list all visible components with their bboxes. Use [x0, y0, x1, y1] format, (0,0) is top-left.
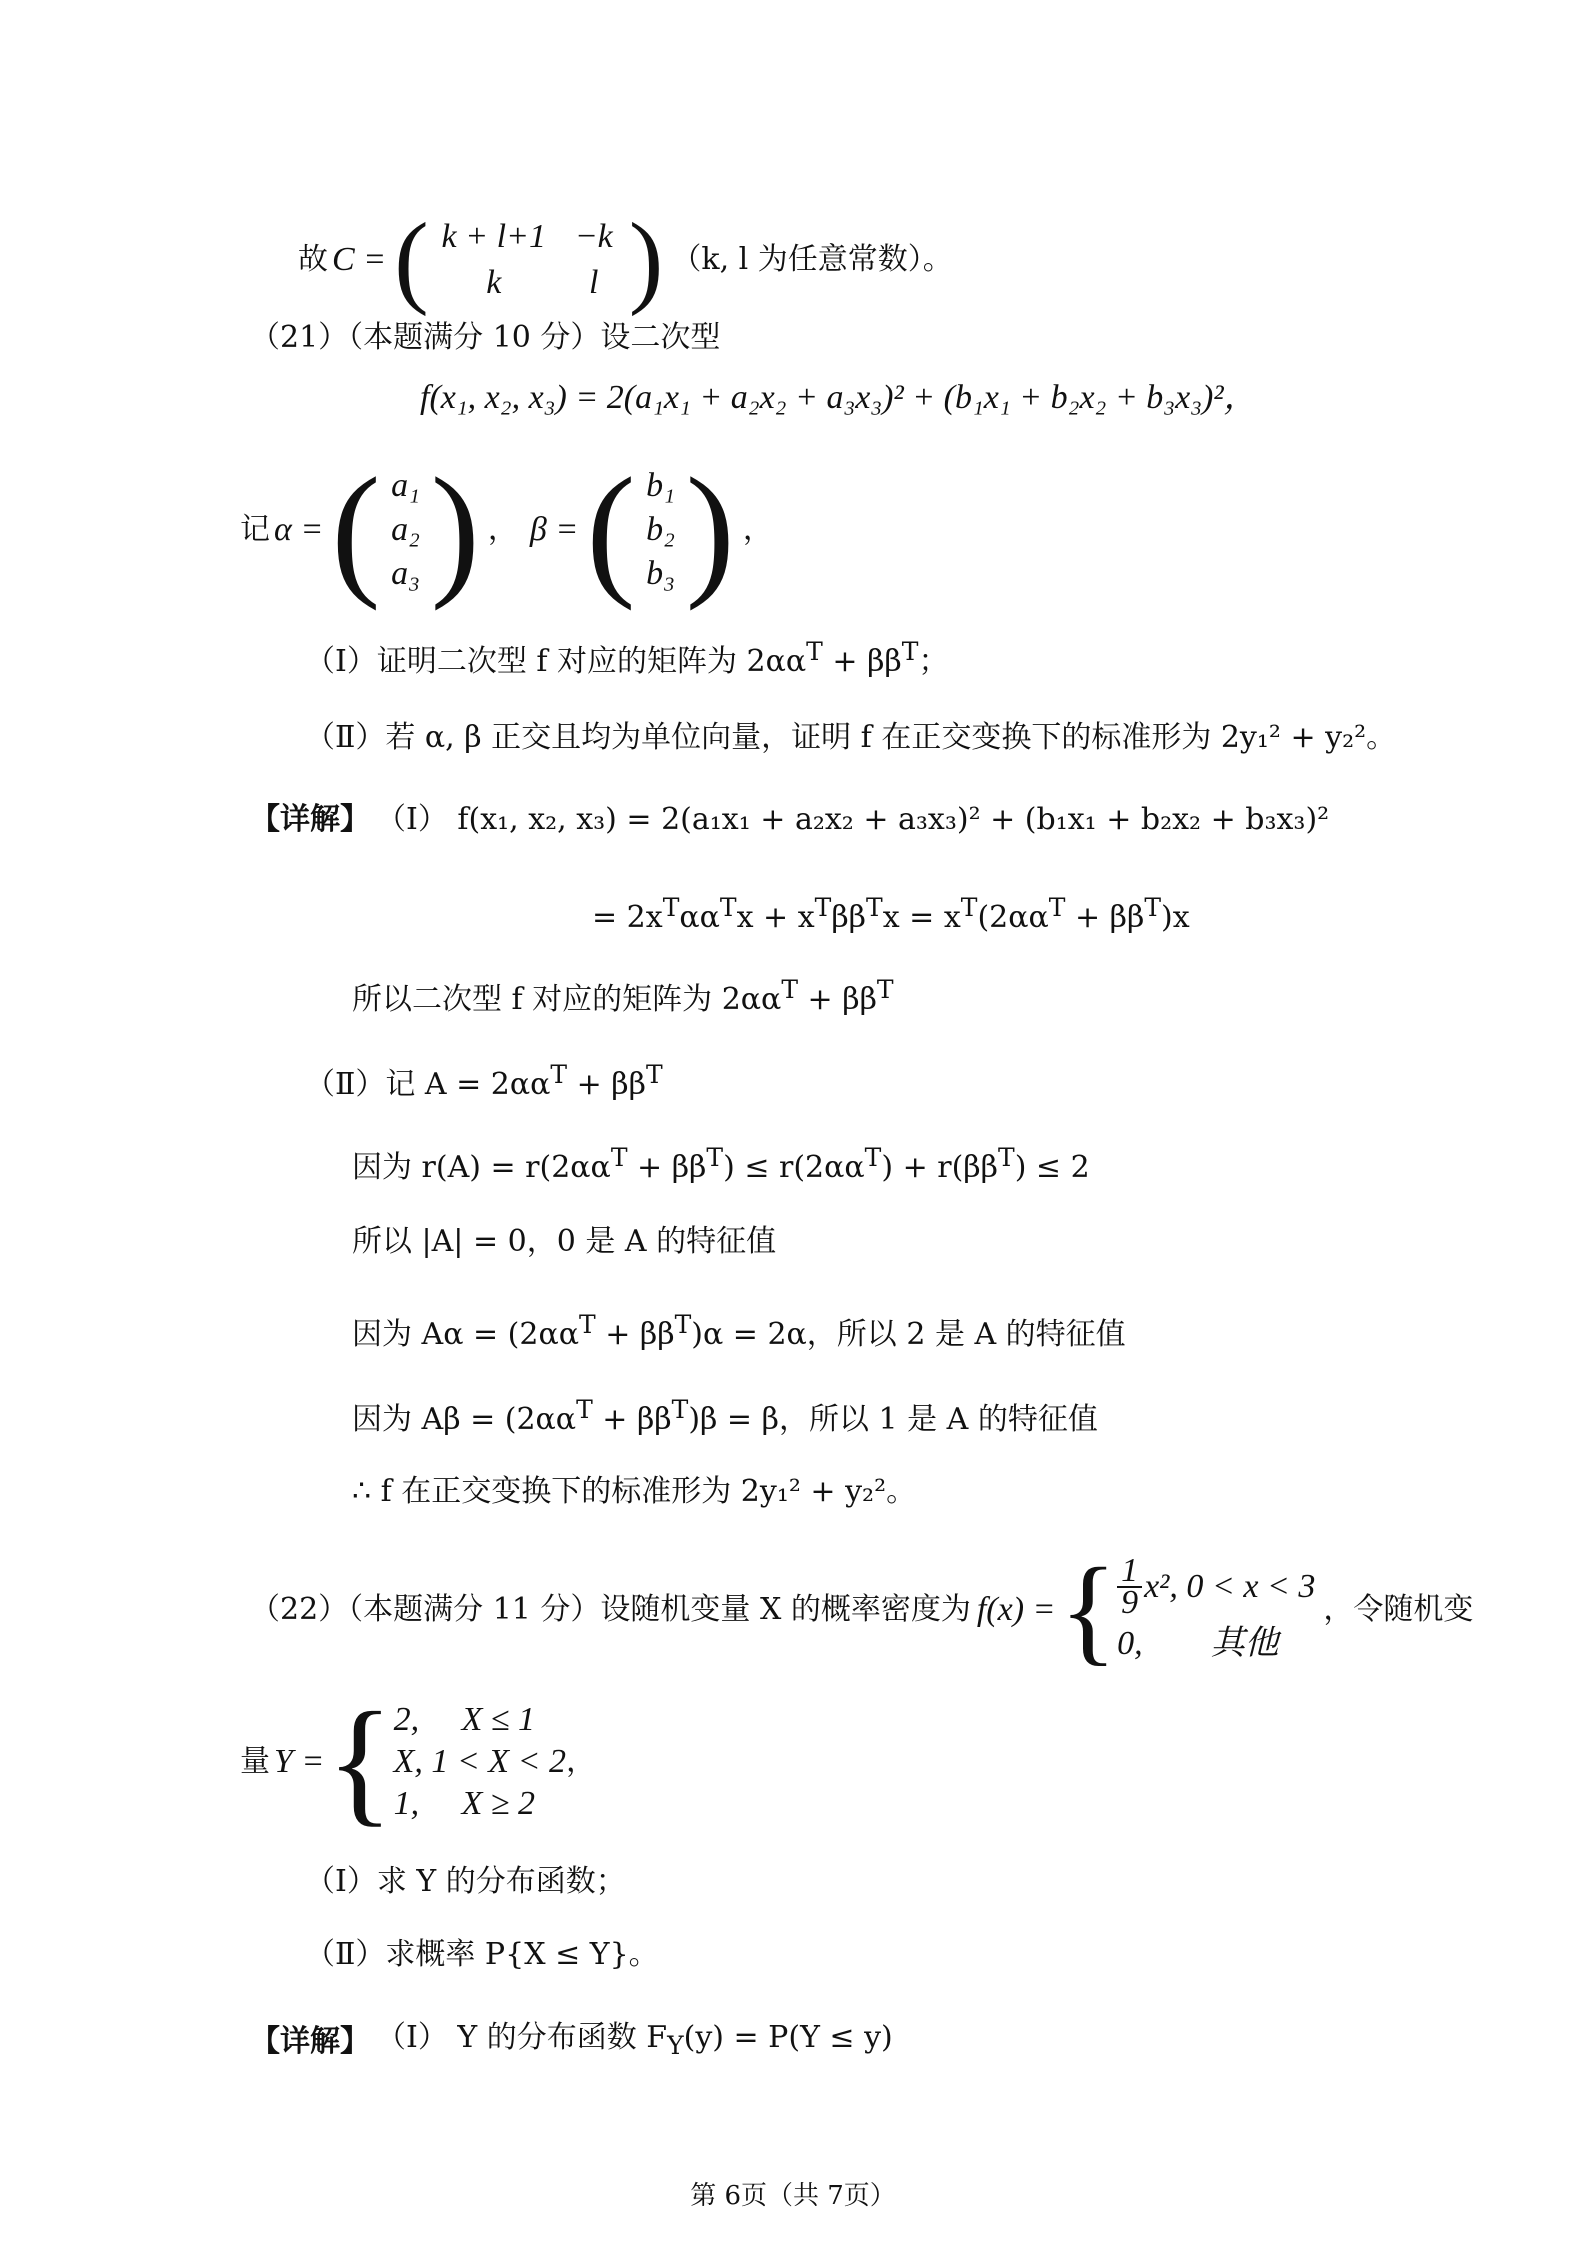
solution-label: 【详解】 [250, 2024, 370, 2059]
vector-cell: a₃ [391, 555, 420, 592]
matrix-cell: k + l+1 [441, 218, 546, 255]
q21-header: （21）（本题满分 10 分）设二次型 [250, 320, 721, 355]
q21-part2: （Ⅱ）若 α, β 正交且均为单位向量，证明 f 在正交变换下的标准形为 2y₁² + y₂²。 [305, 720, 1397, 755]
f-lhs: f(x) = [976, 1591, 1056, 1628]
def-prefix: 记 [240, 512, 270, 547]
density-cases [1059, 1543, 1316, 1676]
sol21-line9: ∴ f 在正交变换下的标准形为 2y₁² + y₂²。 [352, 1474, 917, 1509]
sol21-line2: = $2x^T\alpha\alpha^Tx + x^T\beta\beta^Tx = x^T(2\alpha\alpha^T + \beta\beta^T)x$ [592, 893, 1190, 935]
right-paren: ) [685, 448, 735, 612]
case1-expression: x², 0 < x < 3 [1144, 1568, 1316, 1605]
left-brace: { [1059, 1543, 1118, 1676]
sol21-line1 [250, 800, 1329, 840]
def-end: ， [742, 512, 773, 547]
vector-cell: b₁ [646, 467, 675, 504]
page-footer: 第 6页（共 7页） [690, 2181, 896, 2211]
fraction-numerator: 1 [1117, 1556, 1142, 1588]
left-paren: ( [394, 202, 429, 317]
alpha-vector [331, 448, 480, 612]
left-paren: ( [331, 448, 381, 612]
vector-cell: b₃ [646, 555, 675, 592]
sol21-line3: 所以二次型 f 对应的矩阵为 $2\alpha\alpha^T + \beta\beta^T$ [352, 975, 894, 1017]
density-case-1 [1117, 1552, 1316, 1621]
c-matrix-line [298, 202, 953, 317]
solution-label: 【详解】 [250, 802, 370, 837]
alpha-lhs: α = [274, 511, 324, 548]
sol21-line8: 因为 $A\beta = (2\alpha\alpha^T + \beta\beta^T)\beta = \beta$，所以 1 是 A 的特征值 [352, 1395, 1098, 1437]
y-case: X, 1 < X < 2 [393, 1743, 566, 1780]
matrix-cell: k [486, 264, 502, 301]
sol22-line1 [250, 2018, 893, 2066]
q22-tail: ，令随机变 [1323, 1592, 1474, 1627]
separator: ， [487, 512, 518, 547]
fraction [1117, 1552, 1142, 1621]
sol21-line5: 因为 $r(A) = r(2\alpha\alpha^T + \beta\beta^T) \le r(2\alpha\alpha^T) + r(\beta\beta^T) \le 2$ [352, 1143, 1090, 1185]
sol21-line6: 所以 |A| = 0，0 是 A 的特征值 [352, 1224, 777, 1259]
fraction-denominator: 9 [1121, 1584, 1139, 1621]
y-cases [326, 1684, 566, 1839]
constant-note: （k, l 为任意常数）。 [671, 242, 953, 277]
beta-lhs: β = [529, 511, 579, 548]
left-brace: { [326, 1684, 394, 1839]
y-case: 2, X ≤ 1 [393, 1701, 535, 1738]
q22-header: （22）（本题满分 11 分）设随机变量 X 的概率密度为 [250, 1592, 971, 1627]
alpha-beta-def [240, 448, 773, 612]
c-matrix [394, 202, 664, 317]
q22-header-line [250, 1543, 1474, 1676]
y-prefix: 量 [240, 1744, 270, 1779]
sol21-line4: （Ⅱ）记 $A = 2\alpha\alpha^T + \beta\beta^T$ [305, 1060, 663, 1102]
q22-part1: （Ⅰ）求 Y 的分布函数； [305, 1864, 626, 1899]
matrix-cell: l [589, 264, 599, 301]
sol22-line1-text: （Ⅰ） Y 的分布函数 $F_Y(y) = P(Y \le y)$ [376, 2020, 893, 2060]
q21-part1: （Ⅰ）证明二次型 f 对应的矩阵为 $2\alpha\alpha^T + \beta\beta^T$； [305, 637, 949, 679]
matrix-cell: −k [574, 218, 613, 255]
q22-part2: （Ⅱ）求概率 P{X ≤ Y}。 [305, 1937, 659, 1972]
vector-cell: a₂ [391, 511, 420, 548]
y-lhs: Y = [274, 1743, 325, 1780]
q21-formula: f(x₁, x₂, x₃) = 2(a₁x₁ + a₂x₂ + a₃x₃)² + (b₁x₁ + b₂x₂ + b₃x₃)²， [420, 379, 1258, 416]
y-end: ， [566, 1744, 596, 1779]
sol21-line1-text: （Ⅰ） f(x₁, x₂, x₃) = 2(a₁x₁ + a₂x₂ + a₃x₃)² + (b₁x₁ + b₂x₂ + b₃x₃)² [376, 802, 1330, 837]
y-definition [240, 1684, 596, 1839]
right-paren: ) [628, 202, 664, 317]
right-paren: ) [430, 448, 480, 612]
beta-vector [586, 448, 735, 612]
y-case: 1, X ≥ 2 [393, 1785, 535, 1822]
left-paren: ( [586, 448, 636, 612]
sol21-line7: 因为 $A\alpha = (2\alpha\alpha^T + \beta\beta^T)\alpha = 2\alpha$，所以 2 是 A 的特征值 [352, 1310, 1126, 1352]
vector-cell: b₂ [646, 511, 675, 548]
c-lhs: C = [332, 241, 387, 278]
vector-cell: a₁ [391, 467, 420, 504]
density-case-2: 0, 其他 [1117, 1625, 1279, 1662]
line-prefix: 故 [298, 242, 328, 277]
